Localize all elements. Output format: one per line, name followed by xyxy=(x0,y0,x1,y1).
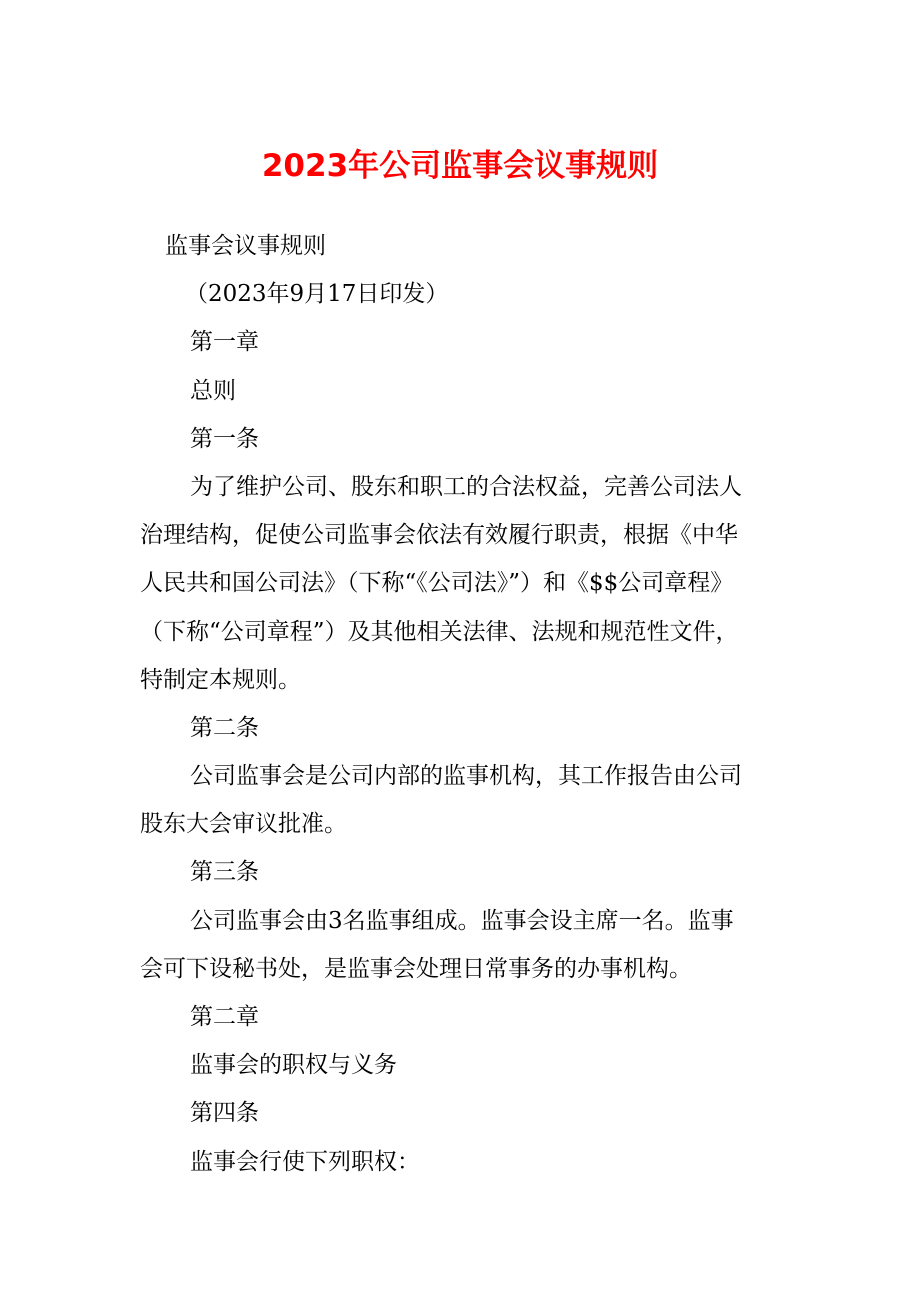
article-1-text-line: 为了维护公司、股东和职工的合法权益，完善公司法人 xyxy=(190,473,742,500)
rules-heading: 监事会议事规则 xyxy=(165,233,326,259)
chapter-2-number: 第二章 xyxy=(190,1004,259,1030)
issue-date: （2023年9月17日印发） xyxy=(185,281,449,308)
article-1-text-line: 治理结构，促使公司监事会依法有效履行职责，根据《中华 xyxy=(140,522,738,549)
article-4-heading: 第四条 xyxy=(190,1100,259,1127)
article-1-text-line: （下称“公司章程”）及其他相关法律、法规和规范性文件， xyxy=(140,618,739,645)
article-1-heading: 第一条 xyxy=(190,425,259,452)
chapter-2-title: 监事会的职权与义务 xyxy=(190,1052,397,1079)
article-3-text-line: 公司监事会由3名监事组成。监事会设主席一名。监事 xyxy=(190,907,734,934)
chapter-1-title: 总则 xyxy=(190,377,236,404)
document-title: 2023年公司监事会议事规则 xyxy=(261,148,659,184)
article-2-text-line: 股东大会审议批准。 xyxy=(140,811,347,838)
article-2-heading: 第二条 xyxy=(190,714,259,741)
article-3-heading: 第三条 xyxy=(190,859,259,886)
document-body xyxy=(140,222,820,1186)
article-1-text-line: 特制定本规则。 xyxy=(140,666,301,693)
article-3-text-line: 会可下设秘书处，是监事会处理日常事务的办事机构。 xyxy=(140,955,692,982)
article-4-text-line: 监事会行使下列职权： xyxy=(190,1148,420,1175)
chapter-1-number: 第一章 xyxy=(190,329,259,356)
article-2-text-line: 公司监事会是公司内部的监事机构，其工作报告由公司 xyxy=(190,763,742,790)
article-1-text-line: 人民共和国公司法》（下称“《公司法》”）和《$$公司章程》 xyxy=(140,570,734,597)
